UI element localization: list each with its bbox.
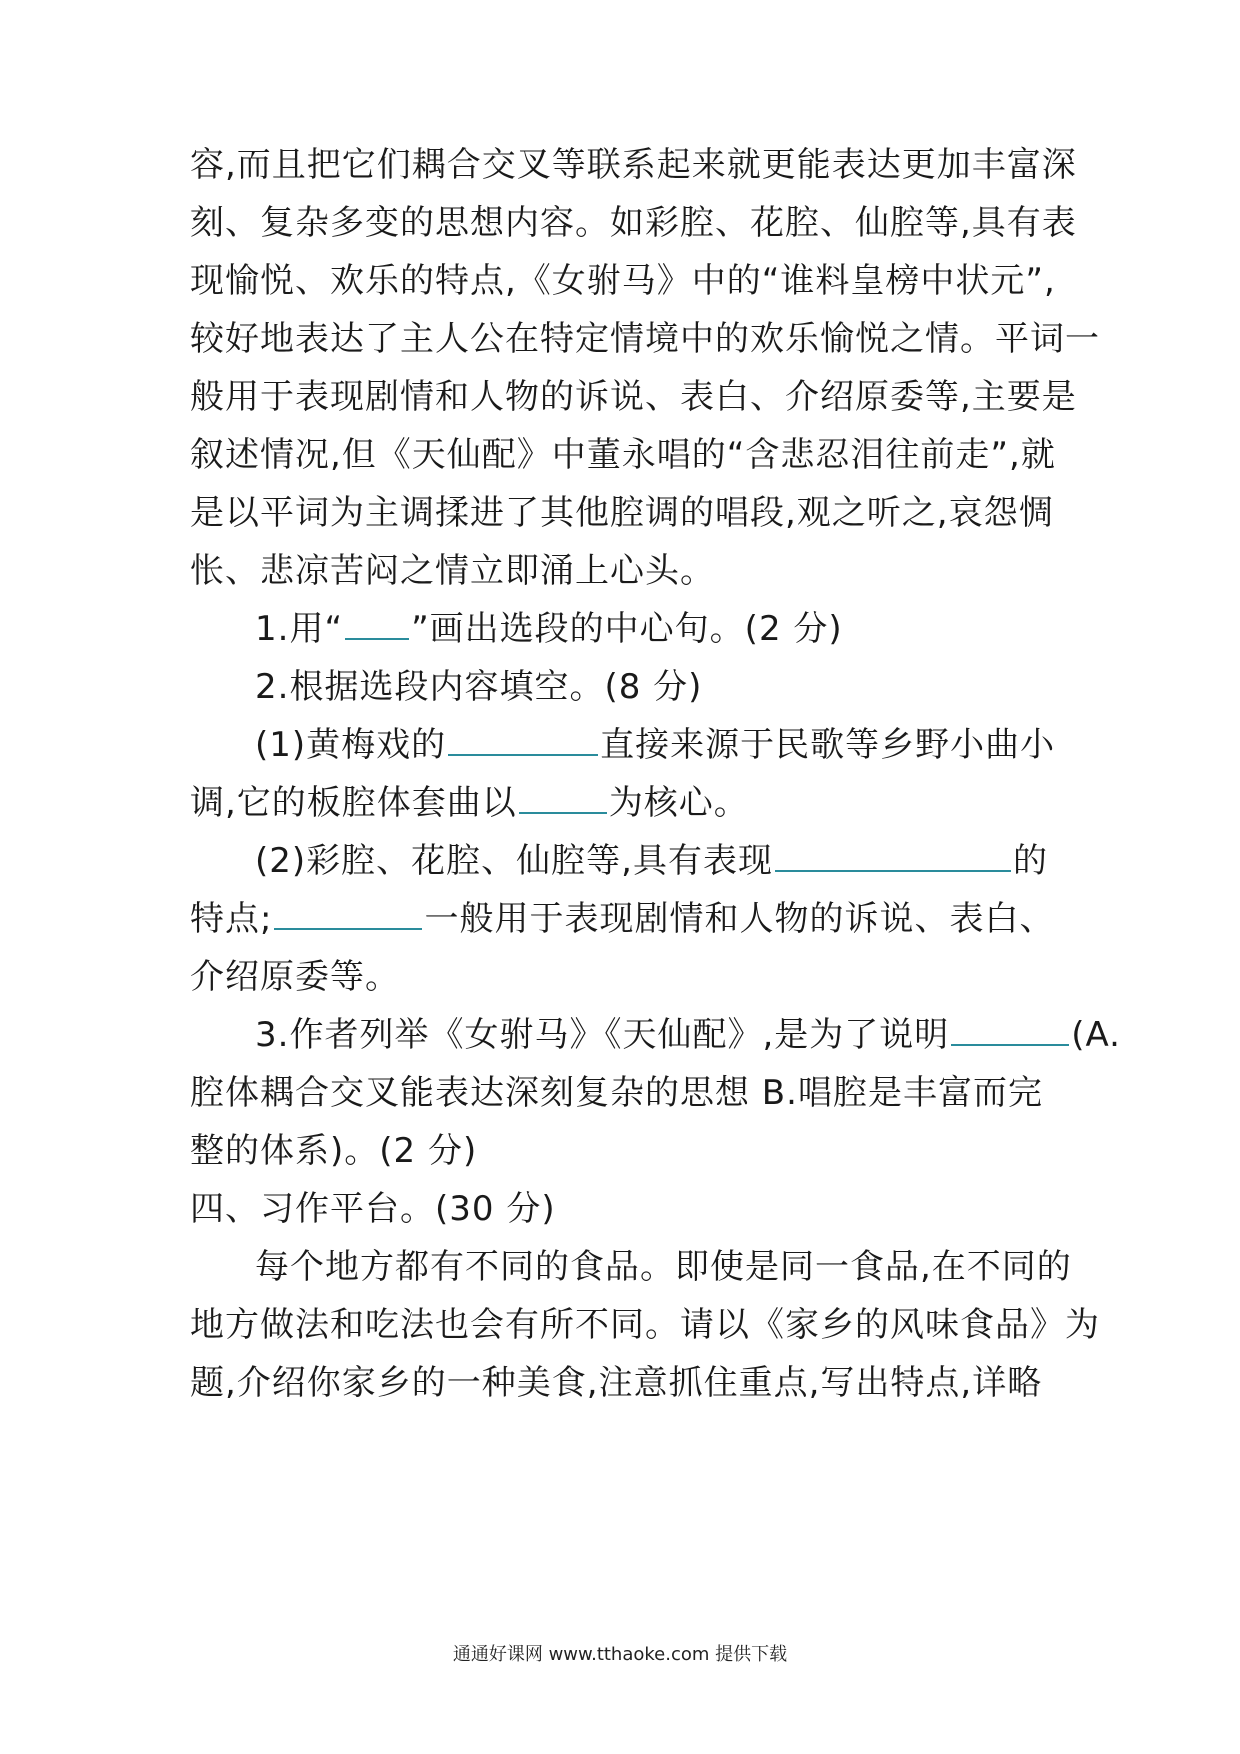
question-2-1-cont [190, 783, 749, 823]
question-2-2-text: 特点; [190, 899, 273, 939]
passage-line: 容,而且把它们耦合交叉等联系起来就更能表达更加丰富深 [190, 145, 1077, 185]
question-1 [255, 609, 843, 649]
passage-line: 般用于表现剧情和人物的诉说、表白、介绍原委等,主要是 [190, 377, 1077, 417]
passage-line: 现愉悦、欢乐的特点,《女驸马》中的“谁料皇榜中状元”, [190, 261, 1056, 301]
answer-blank[interactable] [345, 610, 409, 640]
question-2-2-cont [190, 899, 1054, 939]
question-2-1-text: 调,它的板腔体套曲以 [190, 783, 517, 823]
passage-line: 较好地表达了主人公在特定情境中的欢乐愉悦之情。平词一 [190, 319, 1100, 359]
passage-line: 叙述情况,但《天仙配》中董永唱的“含悲忍泪往前走”,就 [190, 435, 1056, 475]
writing-prompt-line: 每个地方都有不同的食品。即使是同一食品,在不同的 [255, 1247, 1072, 1287]
passage-line: 刻、复杂多变的思想内容。如彩腔、花腔、仙腔等,具有表 [190, 203, 1077, 243]
question-2-2-text: 的 [1012, 841, 1048, 881]
question-1-prefix: 1.用“ [255, 609, 344, 649]
answer-blank[interactable] [274, 900, 422, 930]
page-footer: 通通好课网 www.tthaoke.com 提供下载 [452, 1644, 788, 1665]
writing-prompt-line: 地方做法和吃法也会有所不同。请以《家乡的风味食品》为 [190, 1305, 1100, 1345]
question-3 [255, 1015, 1121, 1055]
answer-blank[interactable] [448, 726, 598, 756]
writing-prompt-line: 题,介绍你家乡的一种美食,注意抓住重点,写出特点,详略 [190, 1363, 1043, 1403]
question-3-prefix: 3.作者列举《女驸马》《天仙配》,是为了说明 [255, 1015, 950, 1055]
question-3-options: 整的体系)。(2 分) [190, 1131, 478, 1171]
answer-blank[interactable] [951, 1016, 1069, 1046]
question-2-title: 2.根据选段内容填空。(8 分) [255, 667, 703, 707]
question-2-1-suffix: 为核心。 [608, 783, 749, 823]
question-2-2-text: 一般用于表现剧情和人物的诉说、表白、 [424, 899, 1055, 939]
question-3-options: 腔体耦合交叉能表达深刻复杂的思想 B.唱腔是丰富而完 [190, 1073, 1043, 1113]
question-2-1-prefix: (1)黄梅戏的 [255, 725, 447, 765]
question-2-2 [255, 841, 1048, 881]
question-3-text: (A. [1071, 1015, 1121, 1055]
passage-line: 是以平词为主调揉进了其他腔调的唱段,观之听之,哀怨惆 [190, 493, 1054, 533]
answer-blank[interactable] [775, 842, 1011, 872]
question-2-2-prefix: (2)彩腔、花腔、仙腔等,具有表现 [255, 841, 773, 881]
answer-blank[interactable] [519, 784, 607, 814]
question-2-1 [255, 725, 1055, 765]
question-1-suffix: ”画出选段的中心句。(2 分) [411, 609, 843, 649]
passage-line: 怅、悲凉苦闷之情立即涌上心头。 [190, 551, 715, 591]
question-2-2-cont: 介绍原委等。 [190, 957, 400, 997]
question-2-1-text: 直接来源于民歌等乡野小曲小 [600, 725, 1056, 765]
section-4-heading: 四、习作平台。(30 分) [190, 1189, 556, 1229]
